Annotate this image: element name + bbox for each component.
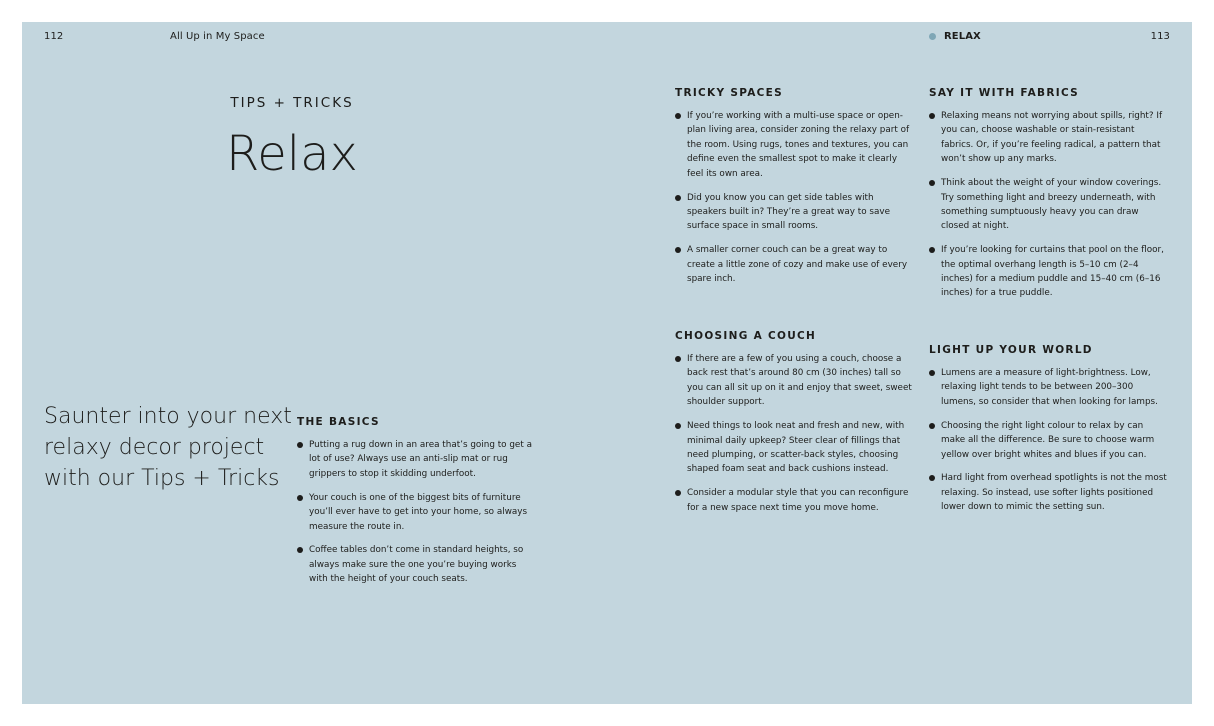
tip-text: Consider a modular style that you can reconfigure for a new space next time you move home. (687, 488, 909, 513)
section-heading: LIGHT UP YOUR WORLD (929, 344, 1093, 356)
bullet-icon (675, 195, 681, 201)
tip-item (675, 109, 915, 181)
right-page-number: 113 (1150, 31, 1170, 42)
tip-list (675, 352, 915, 515)
tip-text: A smaller corner couch can be a great way to create a little zone of cozy and make use of every spare inch. (687, 245, 908, 285)
bullet-icon (297, 547, 303, 553)
tip-list (675, 109, 915, 286)
tip-list (297, 438, 537, 587)
left-page-number: 112 (44, 31, 64, 42)
tip-item (675, 243, 915, 286)
tip-item (297, 543, 537, 586)
tip-item (929, 176, 1169, 234)
section-choosing-a-couch (675, 330, 915, 525)
tip-text: Relaxing means not worrying about spills, right? If you can, choose washable or stain-resistant fabrics. Or, if you’re feeling radical, a pattern that won’t show up any marks. (941, 111, 1163, 165)
tip-item (675, 352, 915, 410)
tip-item (929, 243, 1169, 301)
tip-text: If there are a few of you using a couch, choose a back rest that’s around 80 cm (30 inches) tall so you can all sit up on it and enjoy that sweet, sweet shoulder support. (687, 354, 912, 408)
page-title: Relax (226, 126, 358, 182)
tip-text: Lumens are a measure of light-brightness. Low, relaxing light tends to be between 200–300 lumens, so consider that when looking for lamps. (941, 368, 1158, 407)
tip-item (675, 419, 915, 477)
tip-list (929, 366, 1169, 515)
section-light-up-your-world (929, 344, 1169, 524)
section-say-it-with-fabrics (929, 87, 1169, 310)
bullet-icon (929, 370, 935, 376)
tip-text: Need things to look neat and fresh and new, with minimal daily upkeep? Steer clear of fillings that need plumping, or scatter-back styles, choosing shaped foam seat and back cushions instead. (687, 421, 905, 475)
section-heading: CHOOSING A COUCH (675, 330, 817, 342)
section-heading: TRICKY SPACES (675, 87, 784, 99)
bullet-icon (675, 490, 681, 496)
tip-text: Choosing the right light colour to relax by can make all the difference. Be sure to choose warm yellow over bright whites and blues if you can. (941, 420, 1155, 460)
section-dot-icon (929, 33, 936, 40)
tip-text: If you’re looking for curtains that pool on the floor, the optimal overhang length is 5–10 cm (2–4 inches) for a medium puddle and 15–40 cm (6–16 inches) for a true puddle. (941, 245, 1164, 299)
tip-text: Did you know you can get side tables with speakers built in? They’re a great way to save surface space in small rooms. (687, 192, 890, 232)
tip-item (675, 486, 915, 515)
bullet-icon (675, 247, 681, 253)
section-tricky-spaces (675, 87, 915, 296)
bullet-icon (929, 180, 935, 186)
bullet-icon (297, 442, 303, 448)
tip-item (929, 109, 1169, 167)
bullet-icon (675, 423, 681, 429)
tip-list (929, 109, 1169, 301)
bullet-icon (929, 423, 935, 429)
kicker: TIPS + TRICKS (230, 95, 354, 111)
tip-text: Your couch is one of the biggest bits of furniture you’ll ever have to get into your home, so always measure the route in. (309, 492, 528, 532)
tip-text: If you’re working with a multi-use space or open-plan living area, consider zoning the relaxy part of the room. Using rugs, tones and textures, you can define even the smallest spot to make it clearly feel its own area. (687, 111, 910, 179)
bullet-icon (675, 113, 681, 119)
tip-text: Putting a rug down in an area that’s going to get a lot of use? Always use an anti-slip mat or rug grippers to stop it skidding underfoot. (309, 440, 532, 479)
tip-item (675, 191, 915, 234)
tip-item (929, 366, 1169, 409)
tip-text: Coffee tables don’t come in standard heights, so always make sure the one you’re buying works with the height of your couch seats. (309, 545, 524, 585)
section-heading: SAY IT WITH FABRICS (929, 87, 1080, 99)
tip-item (929, 471, 1169, 514)
bullet-icon (929, 113, 935, 119)
section-the-basics (297, 416, 537, 596)
bullet-icon (929, 247, 935, 253)
bullet-icon (675, 356, 681, 362)
section-heading: THE BASICS (297, 416, 380, 428)
tip-text: Hard light from overhead spotlights is not the most relaxing. So instead, use softer lights positioned lower down to mimic the setting sun. (941, 473, 1167, 513)
tip-item (929, 419, 1169, 462)
bullet-icon (929, 475, 935, 481)
tip-item (297, 438, 537, 481)
bullet-icon (297, 495, 303, 501)
intro-text: Saunter into your next relaxy decor project with our Tips + Tricks (44, 404, 292, 491)
book-spread (22, 22, 1192, 704)
section-tag (929, 31, 981, 42)
running-head: All Up in My Space (170, 31, 265, 42)
tip-text: Think about the weight of your window coverings. Try something light and breezy underneath, with something sumptuously heavy you can draw closed at night. (941, 178, 1162, 232)
tip-item (297, 491, 537, 534)
section-tag-label: RELAX (944, 31, 981, 42)
